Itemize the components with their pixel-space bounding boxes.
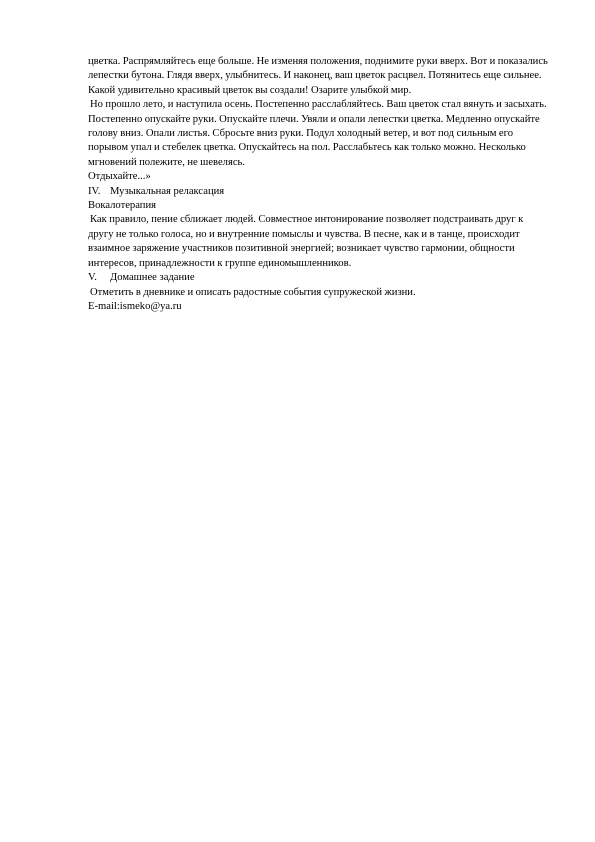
paragraph-rest: Отдыхайте...»	[88, 171, 151, 183]
paragraph-flower-wilt: Но прошло лето, и наступила осень. Постепенно расслабляйтесь. Ваш цветок стал вянуть и засыхать. Постепенно опускайте руки. Опускайте плечи. Увяли и опали лепестки цветка. Медленно опускайте голову вниз. Опали листья. Сбросьте вниз руки. Подул холодный ветер, и вот под сильным его порывом упал и стебелек цветка. Опускайтесь на пол. Расслабьтесь как только можно. Несколько мгновений полежите, не шевелясь.	[88, 99, 547, 168]
paragraph-flower-rise: цветка. Распрямляйтесь еще больше. Не изменяя положения, поднимите руки вверх. Вот и показались лепестки бутона. Глядя вверх, улыбнитесь. И наконец, ваш цветок расцвел. Потянитесь еще сильнее. Какой удивительно красивый цветок вы создали! Озарите улыбкой мир.	[88, 56, 548, 96]
paragraph-homework: Отметить в дневнике и описать радостные события супружеской жизни.	[90, 286, 416, 298]
section-heading-4	[88, 185, 550, 199]
section-number: V.	[88, 272, 97, 284]
section-number: IV.	[88, 185, 101, 197]
paragraph-singing: Как правило, пение сближает людей. Совместное интонирование позволяет подстраивать друг к другу не только голоса, но и внутренние помыслы и чувства. В песне, как и в танце, происходит взаимное заряжение участников позитивной энергией; возникает чувство гармонии, общности интересов, принадлежности к группе единомышленников.	[88, 214, 524, 269]
section-title: Музыкальная релаксация	[110, 185, 225, 197]
section-heading-5	[88, 271, 550, 285]
email-line: E-mail:ismeko@ya.ru	[88, 300, 182, 312]
subheading-vocal-therapy: Вокалотерапия	[88, 200, 156, 212]
document-page	[88, 55, 550, 314]
section-title: Домашнее задание	[110, 272, 195, 284]
